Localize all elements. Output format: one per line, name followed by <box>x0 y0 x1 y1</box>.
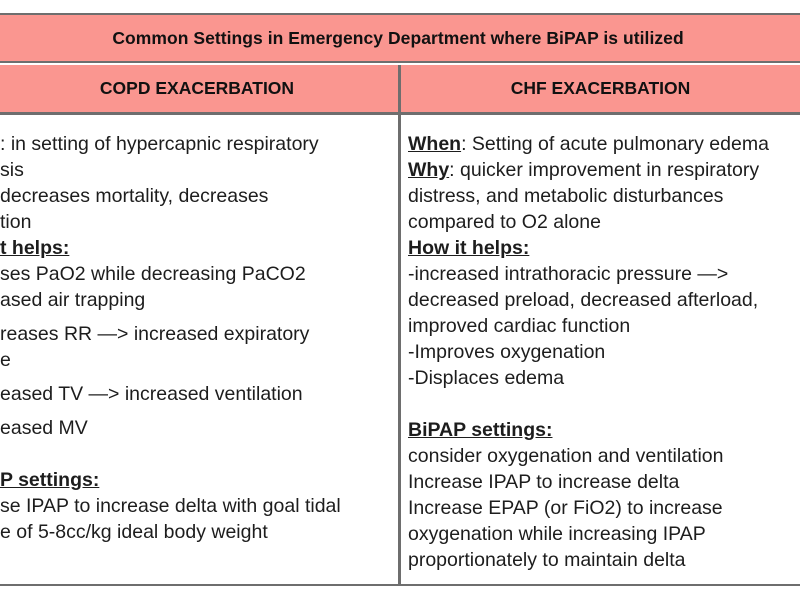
chf-how-item: -Improves oxygenation <box>408 341 606 363</box>
copd-settings-item: se IPAP to increase delta with goal tidal <box>0 495 341 517</box>
chf-how-item: -Displaces edema <box>408 367 565 389</box>
column-header-chf <box>401 65 800 112</box>
copd-when-text: : in setting of hypercapnic respiratory <box>0 133 319 155</box>
chf-cell <box>408 131 800 573</box>
copd-cell <box>0 131 396 545</box>
table-title-row <box>0 15 800 63</box>
chf-when-label: When <box>408 133 462 155</box>
chf-when-line <box>408 131 800 157</box>
copd-how-item: ses PaO2 while decreasing PaCO2 <box>0 263 306 285</box>
copd-why-text: decreases mortality, decreases <box>0 185 269 207</box>
chf-why-text-cont: compared to O2 alone <box>408 211 601 233</box>
chf-settings-item-cont: proportionately to maintain delta <box>408 549 686 571</box>
chf-settings-item: Increase IPAP to increase delta <box>408 471 680 493</box>
chf-how-item-cont: improved cardiac function <box>408 315 631 337</box>
copd-settings-item-cont: e of 5-8cc/kg ideal body weight <box>0 521 268 543</box>
bipap-settings-table <box>0 13 800 586</box>
copd-how-item: ased air trapping <box>0 289 146 311</box>
chf-settings-item: consider oxygenation and ventilation <box>408 445 724 467</box>
chf-why-label: Why <box>408 159 450 181</box>
spacer <box>408 391 800 417</box>
column-header-chf-label: CHF EXACERBATION <box>510 78 691 98</box>
copd-how-heading: t helps: <box>0 237 70 259</box>
copd-settings-heading: P settings: <box>0 469 100 491</box>
copd-how-item: eased TV —> increased ventilation <box>0 383 303 405</box>
copd-how-item: reases RR —> increased expiratory <box>0 323 310 345</box>
chf-why-text: : quicker improvement in respiratory <box>449 159 760 181</box>
chf-settings-item: Increase EPAP (or FiO2) to increase <box>408 497 723 519</box>
chf-settings-item-cont: oxygenation while increasing IPAP <box>408 523 706 545</box>
copd-how-item-cont: e <box>0 349 11 371</box>
chf-how-item: -increased intrathoracic pressure —> <box>408 263 729 285</box>
chf-why-text-cont: distress, and metabolic disturbances <box>408 185 724 207</box>
column-divider <box>398 65 401 586</box>
copd-when-text-cont: sis <box>0 159 24 181</box>
chf-settings-heading: BiPAP settings: <box>408 419 553 441</box>
chf-how-heading: How it helps: <box>408 237 530 259</box>
column-header-copd <box>0 65 398 112</box>
column-header-copd-label: COPD EXACERBATION <box>99 78 295 98</box>
chf-why-line <box>408 157 800 183</box>
copd-why-text-cont: tion <box>0 211 32 233</box>
chf-when-text: : Setting of acute pulmonary edema <box>461 133 769 155</box>
table-title: Common Settings in Emergency Department where BiPAP is utilized <box>112 27 684 48</box>
spacer <box>0 441 396 467</box>
chf-how-item-cont: decreased preload, decreased afterload, <box>408 289 759 311</box>
copd-how-item: eased MV <box>0 417 88 439</box>
